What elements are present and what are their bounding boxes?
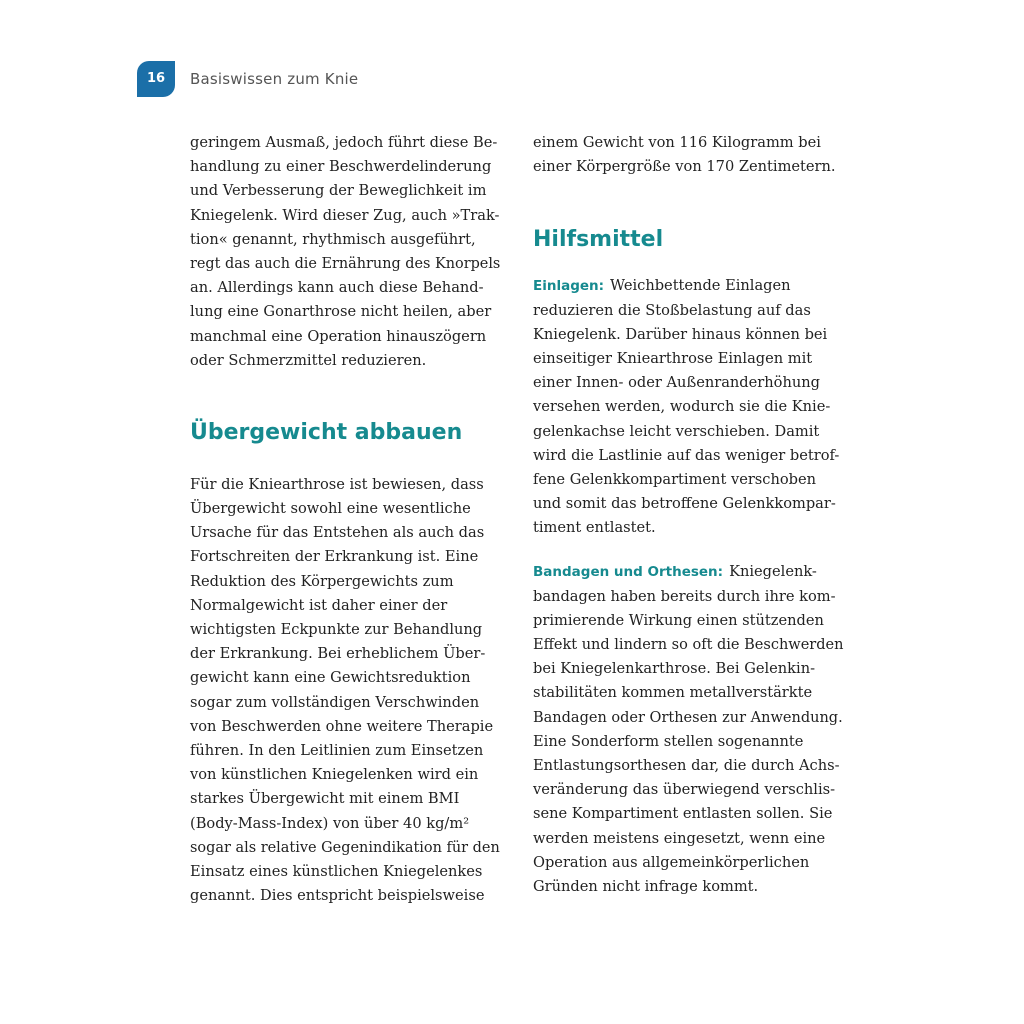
- text-line: werden meistens eingesetzt, wenn eine: [533, 829, 826, 847]
- text-line: Für die Kniearthrose ist bewiesen, dass: [190, 475, 484, 493]
- text-line: Ursache für das Entstehen als auch das: [190, 524, 485, 542]
- text-line: regt das auch die Ernährung des Knorpels: [190, 254, 501, 272]
- text-line: fene Gelenkkompartiment verschoben: [533, 470, 817, 488]
- left-column: [190, 131, 500, 908]
- bandagen-first-line: Kniegelenk-: [729, 563, 817, 581]
- text-line: der Erkrankung. Bei erheblichem Über-: [190, 645, 486, 663]
- text-line: bandagen haben bereits durch ihre kom-: [533, 587, 836, 605]
- text-line: [533, 560, 843, 584]
- text-line: Operation aus allgemeinkörperlichen: [533, 853, 810, 871]
- text-line: von Beschwerden ohne weitere Therapie: [190, 717, 494, 735]
- bandagen-paragraph: [533, 560, 843, 899]
- text-line: manchmal eine Operation hinauszögern: [190, 327, 487, 345]
- text-line: sene Kompartiment entlasten sollen. Sie: [533, 805, 833, 823]
- text-line: gewicht kann eine Gewichtsreduktion: [190, 669, 471, 687]
- text-line: und somit das betroffene Gelenkkompar-: [533, 495, 836, 513]
- text-line: wichtigsten Eckpunkte zur Behandlung: [190, 621, 483, 638]
- text-line: an. Allerdings kann auch diese Behand-: [190, 279, 484, 297]
- text-line: einem Gewicht von 116 Kilogramm bei: [533, 134, 821, 151]
- text-line: einseitiger Kniearthrose Einlagen mit: [533, 349, 813, 367]
- text-line: Kniegelenk. Darüber hinaus können bei: [533, 325, 828, 343]
- text-line: Gründen nicht infrage kommt.: [533, 877, 759, 895]
- text-line: einer Körpergröße von 170 Zentimetern.: [533, 158, 836, 176]
- text-line: handlung zu einer Beschwerdelinderung: [190, 158, 492, 176]
- paragraph-gap: [533, 540, 843, 560]
- text-line: bei Kniegelenkarthrose. Bei Gelenkin-: [533, 660, 816, 678]
- text-line: veränderung das überwiegend verschlis-: [533, 781, 836, 799]
- left-paragraph-2: [190, 473, 500, 908]
- text-line: tion« genannt, rhythmisch ausgeführt,: [190, 230, 476, 248]
- text-line: lung eine Gonarthrose nicht heilen, aber: [190, 303, 492, 321]
- text-line: primierende Wirkung einen stützenden: [533, 611, 824, 629]
- right-paragraph-1: [533, 131, 843, 179]
- text-line: [533, 274, 843, 298]
- text-line: wird die Lastlinie auf das weniger betrof-: [533, 446, 840, 464]
- text-line: sogar als relative Gegenindikation für den: [190, 838, 500, 856]
- text-line: sogar zum vollständigen Verschwinden: [190, 693, 480, 711]
- einlagen-label: Einlagen:: [533, 278, 605, 295]
- text-line: Fortschreiten der Erkrankung ist. Eine: [190, 548, 479, 566]
- text-line: starkes Übergewicht mit einem BMI: [190, 790, 460, 808]
- text-line: Übergewicht sowohl eine wesentliche: [190, 500, 471, 518]
- text-line: (Body-Mass-Index) von über 40 kg/m²: [190, 814, 470, 832]
- text-line: oder Schmerzmittel reduzieren.: [190, 351, 427, 369]
- text-line: Eine Sonderform stellen sogenannte: [533, 732, 804, 750]
- text-line: Bandagen oder Orthesen zur Anwendung.: [533, 708, 843, 726]
- page-number-badge: 16: [137, 61, 175, 97]
- text-line: reduzieren die Stoßbelastung auf das: [533, 301, 811, 319]
- running-title: Basiswissen zum Knie: [190, 70, 359, 88]
- bandagen-label: Bandagen und Orthesen:: [533, 564, 724, 581]
- text-line: Effekt und lindern so oft die Beschwerden: [533, 636, 844, 653]
- text-line: führen. In den Leitlinien zum Einsetzen: [190, 741, 484, 759]
- text-line: gelenkachse leicht verschieben. Damit: [533, 422, 820, 440]
- text-line: Reduktion des Körpergewichts zum: [190, 572, 454, 590]
- section-heading-hilfsmittel: Hilfsmittel: [533, 227, 664, 253]
- text-line: Normalgewicht ist daher einer der: [190, 596, 448, 614]
- text-line: einer Innen- oder Außenranderhöhung: [533, 374, 820, 392]
- text-line: von künstlichen Kniegelenken wird ein: [190, 766, 479, 784]
- text-line: geringem Ausmaß, jedoch führt diese Be-: [190, 134, 498, 151]
- text-line: versehen werden, wodurch sie die Knie-: [533, 398, 831, 416]
- section-heading-uebergewicht: Übergewicht abbauen: [190, 419, 463, 445]
- right-column: [533, 131, 843, 899]
- einlagen-paragraph: [533, 274, 843, 540]
- text-line: timent entlastet.: [533, 519, 656, 537]
- text-line: und Verbesserung der Beweglichkeit im: [190, 182, 487, 200]
- einlagen-first-line: Weichbettende Einlagen: [610, 277, 791, 295]
- text-line: Einsatz eines künstlichen Kniegelenkes: [190, 862, 483, 880]
- text-line: Entlastungsorthesen dar, die durch Achs-: [533, 756, 840, 774]
- text-line: Kniegelenk. Wird dieser Zug, auch »Trak-: [190, 206, 500, 224]
- text-line: genannt. Dies entspricht beispielsweise: [190, 887, 485, 905]
- left-paragraph-1: [190, 131, 500, 373]
- text-line: stabilitäten kommen metallverstärkte: [533, 684, 813, 702]
